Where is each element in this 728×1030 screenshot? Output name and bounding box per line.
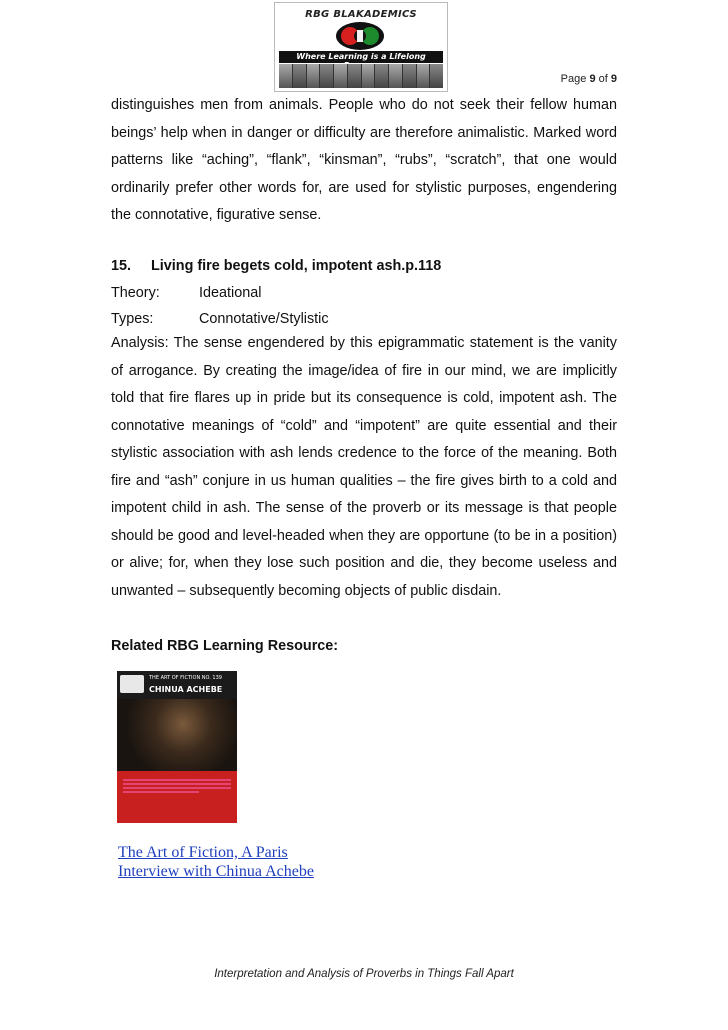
resource-link[interactable]: [118, 843, 348, 881]
page-current: 9: [589, 73, 596, 85]
cover-topbar: [117, 671, 237, 699]
types-label: Types:: [111, 311, 154, 327]
cover-author: CHINUA ACHEBE: [149, 685, 223, 694]
item-number: 15.: [111, 258, 132, 274]
cover-logo: [120, 675, 144, 693]
portrait-strip: [279, 64, 443, 88]
types-row: [111, 311, 329, 327]
brand-name: RBG BLAKADEMICS: [305, 9, 417, 20]
cover-photo: [117, 699, 237, 771]
page-footer: Interpretation and Analysis of Proverbs in Things Fall Apart: [214, 968, 514, 980]
item-heading: [111, 258, 441, 274]
theory-row: [111, 285, 261, 301]
emblem-icon: [333, 21, 387, 51]
page-of: of: [598, 73, 608, 85]
item-title: Living fire begets cold, impotent ash.p.118: [151, 258, 442, 274]
header-banner-logo: [274, 2, 448, 92]
theory-label: Theory:: [111, 285, 160, 301]
related-heading: Related RBG Learning Resource:: [111, 638, 339, 654]
types-value: Connotative/Stylistic: [199, 311, 329, 327]
continued-paragraph: distinguishes men from animals. People who do not seek their fellow human beings’ help when in danger or difficulty are therefore animalistic. Marked word patterns like “aching”, “flank”, “kinsman”, “rubs”, “scratch”, that one would ordinarily prefer other words for, are used for stylistic purposes, engendering the connotative, figurative sense.: [111, 97, 617, 223]
resource-link-line1[interactable]: The Art of Fiction, A Paris: [118, 844, 288, 861]
page-number: [540, 73, 617, 85]
theory-value: Ideational: [199, 285, 262, 301]
page-total: 9: [610, 73, 617, 85]
book-cover-image[interactable]: [117, 671, 237, 823]
tagline: Where Learning is a Lifelong: [296, 52, 426, 61]
tagline-bar: [279, 51, 443, 63]
resource-link-line2[interactable]: Interview with Chinua Achebe: [118, 863, 314, 880]
cover-series: THE ART OF FICTION NO. 139: [149, 675, 222, 681]
cover-fine-print: [123, 777, 231, 795]
page-label: Page: [560, 73, 587, 85]
analysis-paragraph: Analysis: The sense engendered by this epigrammatic statement is the vanity of arrogance. By creating the image/idea of fire in our mind, we are implicitly told that fire flares up in pride but its consequence is cold, impotent ash. The connotative meanings of “cold” and “impotent” are quite essential and their stylistic association with ash lends credence to the force of the meaning. Both fire and “ash” conjure in us human qualities – the fire gives birth to a cold and impotent child in ash. The sense of the proverb or its message is that people should be good and level-headed when they are opportune (to be in a position) or alive; for, when they lose such position and die, they become useless and unwanted – subsequently becoming objects of public disdain.: [111, 335, 617, 599]
